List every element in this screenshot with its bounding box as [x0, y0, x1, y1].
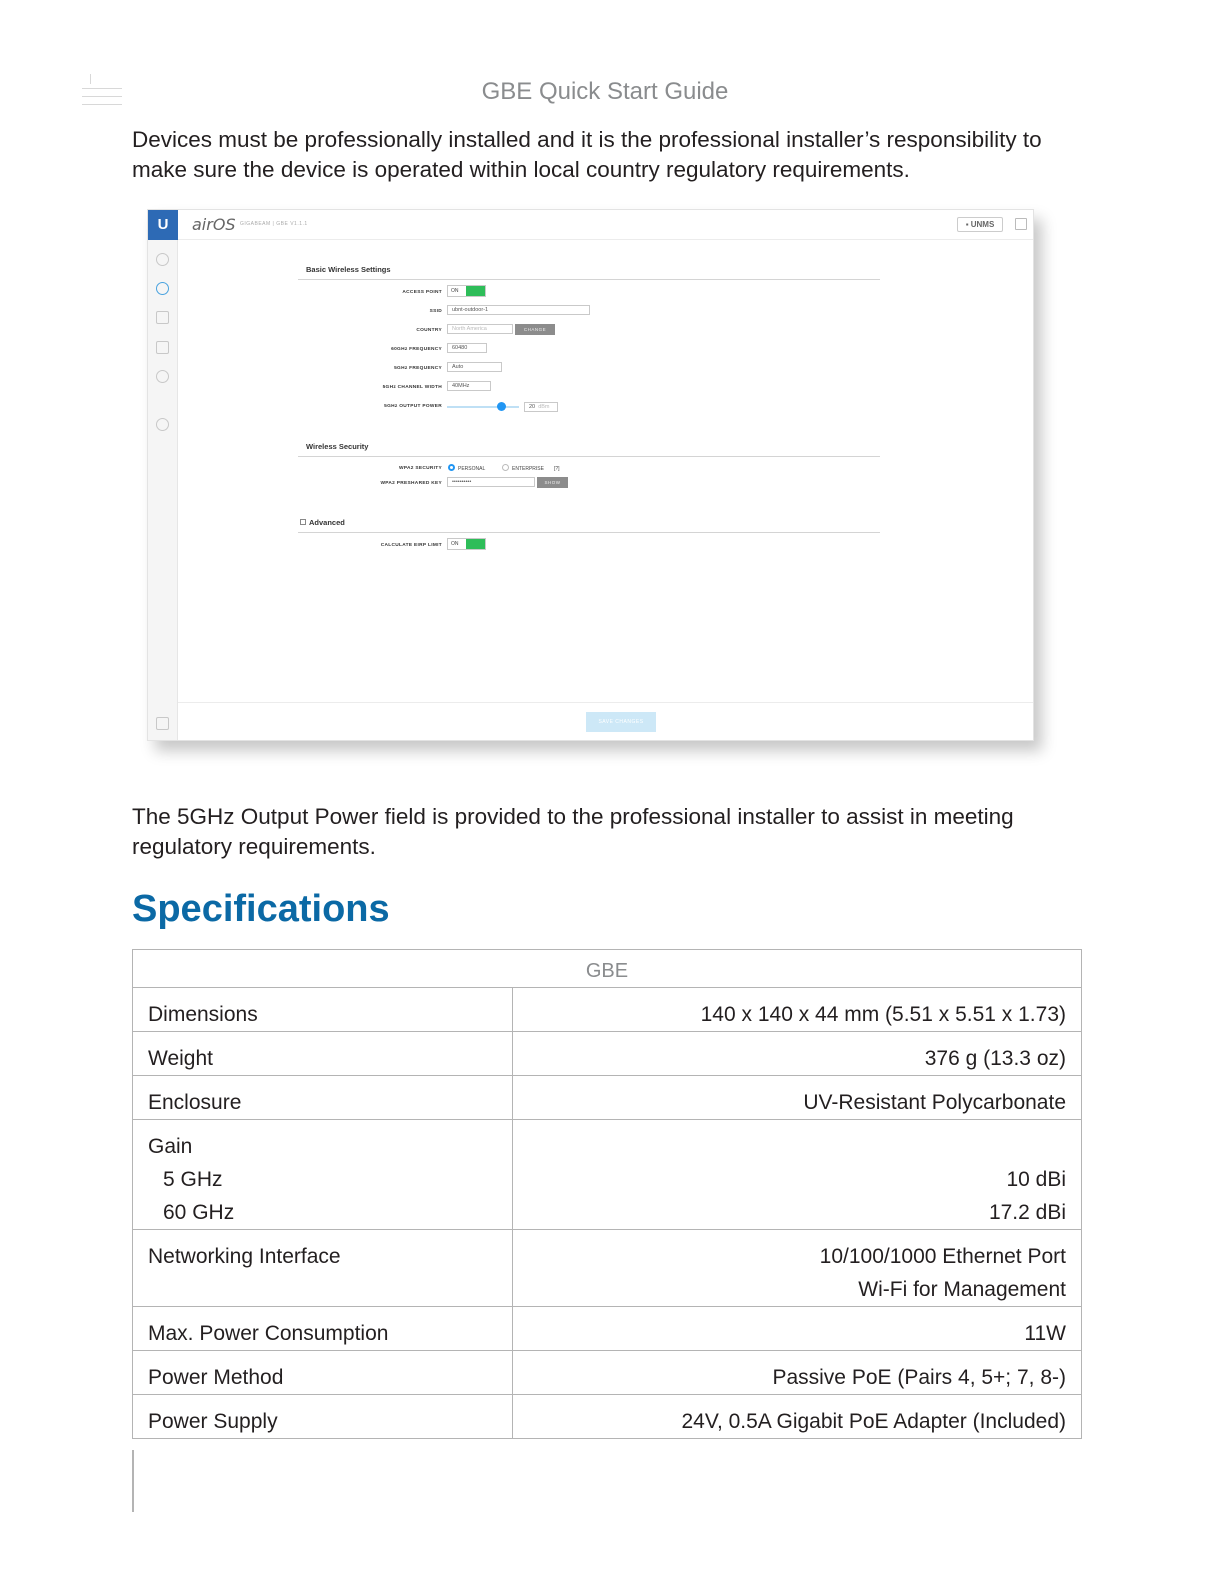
airos-sidebar [148, 210, 178, 741]
spec-label: Power Supply [148, 1410, 278, 1433]
info-icon: [?] [554, 466, 560, 472]
spec-value-cell [513, 1307, 1081, 1350]
spec-value-cell [513, 1230, 1081, 1306]
preshared-key-field: •••••••••• [447, 477, 535, 487]
spec-label-cell [133, 988, 513, 1031]
change-country-button: CHANGE [515, 324, 555, 335]
section-divider [298, 532, 880, 533]
country-select: North America [447, 324, 513, 334]
slider-knob [497, 402, 506, 411]
wireless-security-title: Wireless Security [306, 442, 369, 451]
spec-value-cell [513, 1032, 1081, 1075]
spec-row [133, 988, 1081, 1032]
save-changes-button: SAVE CHANGES [586, 712, 656, 732]
eirp-limit-label: CALCULATE EIRP LIMIT [380, 543, 442, 548]
spec-label: Enclosure [148, 1091, 242, 1114]
spec-value-cell [513, 988, 1081, 1031]
spec-value: Passive PoE (Pairs 4, 5+; 7, 8-) [772, 1366, 1066, 1389]
spec-label-cell [133, 1120, 513, 1229]
spec-label: Weight [148, 1047, 213, 1070]
spec-value: 11W [1024, 1322, 1066, 1345]
spec-row [133, 1120, 1081, 1230]
airos-screenshot [147, 209, 1034, 741]
spec-label-cell [133, 1032, 513, 1075]
spec-label: Power Method [148, 1366, 284, 1389]
spec-row [133, 1076, 1081, 1120]
spec-row [133, 1230, 1081, 1307]
spec-label: Gain [148, 1135, 193, 1158]
specifications-table [132, 949, 1082, 1439]
device-label: GIGABEAM | GBE V1.1.1 [240, 221, 308, 227]
spec-value: 24V, 0.5A Gigabit PoE Adapter (Included) [681, 1410, 1066, 1433]
output-power-label: 5GHz OUTPUT POWER [384, 404, 442, 409]
spec-label: 60 GHz [163, 1201, 235, 1224]
table-border-tail [132, 1450, 134, 1512]
enterprise-label: ENTERPRISE [512, 466, 544, 472]
spec-value-cell [513, 1076, 1081, 1119]
channel-width-select: 40MHz [447, 381, 491, 391]
spec-label-cell [133, 1230, 513, 1306]
eirp-limit-toggle: ON [447, 538, 486, 550]
access-point-toggle: ON [447, 285, 486, 297]
spec-label: Max. Power Consumption [148, 1322, 389, 1345]
basic-wireless-title: Basic Wireless Settings [306, 265, 391, 274]
slider-track [447, 406, 519, 408]
spec-value-cell [513, 1120, 1081, 1229]
spec-value: UV-Resistant Polycarbonate [803, 1091, 1066, 1114]
spec-value-cell [513, 1351, 1081, 1394]
ssid-label: SSID [429, 309, 442, 314]
spec-value: 140 x 140 x 44 mm (5.51 x 5.51 x 1.73) [700, 1003, 1066, 1026]
channel-width-label: 5GHz CHANNEL WIDTH [382, 385, 442, 390]
notes-icon [156, 717, 169, 730]
section-divider [298, 456, 880, 457]
spec-value: Wi-Fi for Management [858, 1278, 1066, 1301]
spec-label [148, 1273, 497, 1306]
services-icon [156, 341, 169, 354]
airos-topbar [178, 210, 1033, 240]
tools-icon [156, 418, 169, 431]
preshared-key-label: WPA2 PRESHARED KEY [380, 481, 442, 486]
ssid-field: ubnt-outdoor-1 [447, 305, 590, 315]
spec-row [133, 1307, 1081, 1351]
show-key-button: SHOW [537, 477, 568, 488]
output-power-paragraph: The 5GHz Output Power field is provided to the professional installer to assist in meeting regulatory requirements. [132, 804, 1014, 859]
intro-paragraph: Devices must be professionally installed and it is the professional installer’s responsibility to make sure the device is operated within local country regulatory requirements. [132, 127, 1042, 182]
spec-label-cell [133, 1076, 513, 1119]
unms-badge: ▪ UNMS [957, 217, 1003, 232]
spec-value [528, 1130, 1066, 1163]
spec-column-header: GBE [133, 950, 1081, 988]
airos-logo: airOS [192, 215, 236, 234]
specifications-title: Specifications [132, 888, 390, 930]
spec-value: 10/100/1000 Ethernet Port [819, 1245, 1066, 1268]
spec-row [133, 1032, 1081, 1076]
spec-value: 17.2 dBi [988, 1201, 1066, 1224]
access-point-label: ACCESS POINT [402, 290, 442, 295]
spec-label-cell [133, 1307, 513, 1350]
spec-label: Networking Interface [148, 1245, 341, 1268]
ubiquiti-logo-icon: U [148, 210, 178, 240]
country-label: COUNTRY [416, 328, 442, 333]
spec-label-cell [133, 1395, 513, 1438]
output-power-field: 20 dBm [524, 402, 558, 412]
spec-label: 5 GHz [163, 1168, 223, 1191]
airos-bottombar [178, 702, 1033, 740]
system-icon [156, 370, 169, 383]
section-divider [298, 279, 880, 280]
freq-5-label: 5GHz FREQUENCY [394, 366, 442, 371]
page-header: GBE Quick Start Guide [481, 78, 729, 105]
freq-5-select: Auto [447, 362, 502, 372]
freq-60-select: 60480 [447, 343, 487, 353]
spec-value-cell [513, 1395, 1081, 1438]
spec-row [133, 1395, 1081, 1439]
wpa2-security-label: WPA2 SECURITY [399, 466, 442, 471]
spec-label-cell [133, 1351, 513, 1394]
advanced-title: Advanced [309, 518, 345, 527]
wireless-icon [156, 282, 169, 295]
personal-radio [448, 464, 455, 471]
spec-value: 10 dBi [1006, 1168, 1066, 1191]
dashboard-icon [156, 253, 169, 266]
freq-60-label: 60GHz FREQUENCY [391, 347, 442, 352]
spec-label: Dimensions [148, 1003, 258, 1026]
advanced-checkbox [300, 519, 306, 525]
personal-label: PERSONAL [458, 466, 486, 472]
spec-value: 376 g (13.3 oz) [924, 1047, 1066, 1070]
spec-row [133, 1351, 1081, 1395]
enterprise-radio [502, 464, 509, 471]
logout-icon [1015, 218, 1027, 230]
network-icon [156, 311, 169, 324]
